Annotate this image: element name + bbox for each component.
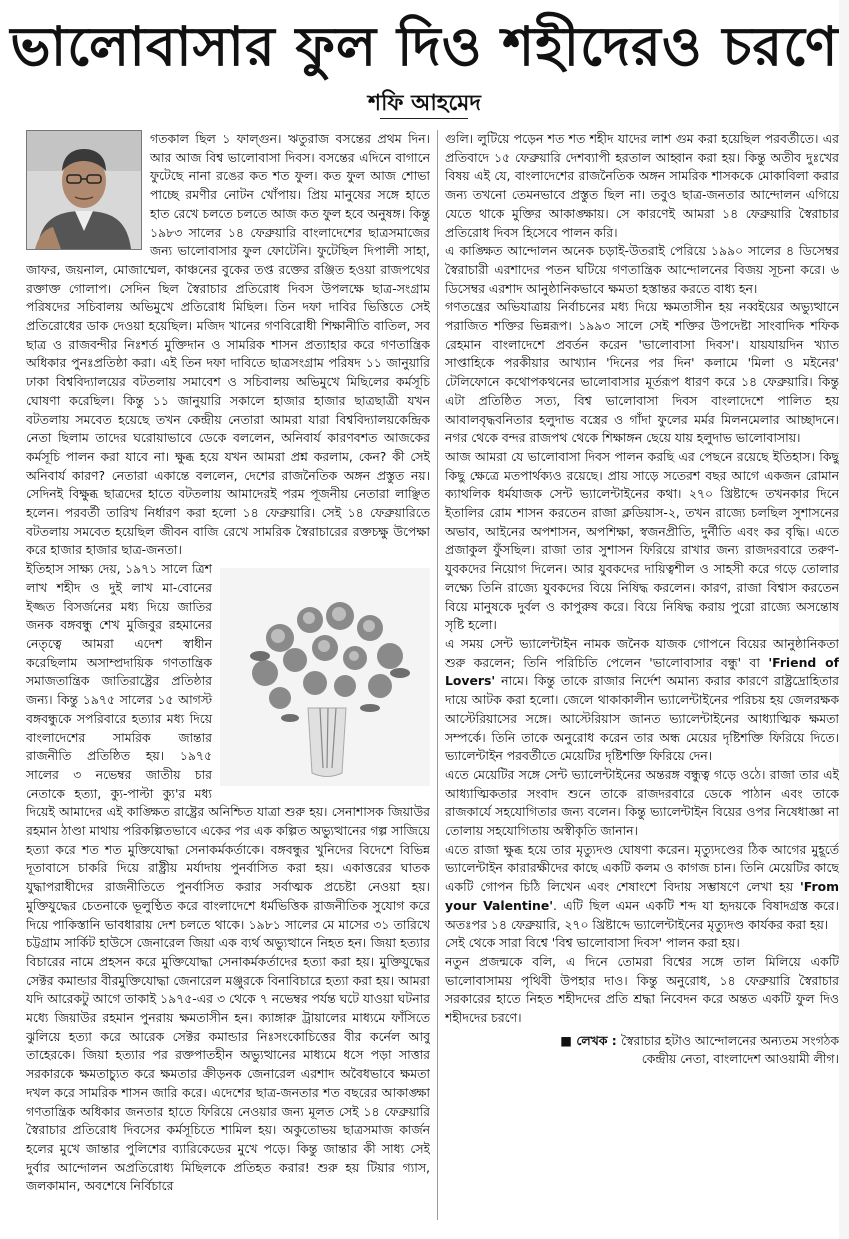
author-note-label: লেখক : bbox=[576, 1032, 617, 1048]
article-column-left bbox=[26, 130, 430, 1220]
author-note-line2: কেন্দ্রীয় নেতা, বাংলাদেশ আওয়ামী লীগ। bbox=[641, 1051, 839, 1067]
paragraph: গণতন্ত্রের অভিযাত্রায় নির্বাচনের মধ্য দিয়ে ক্ষমতাসীন হয় নব্বইয়ের অভ্যুত্থানে পরাজিত শক্তির ভিন্নরূপ। ১৯৯৩ সালে সেই শক্তির উপদেষ্টা সাংবাদিক শফিক রেহমান বাংলাদেশে প্রবর্তন করেন 'ভালোবাসা দিবস'। যায়যায়দিন খ্যাত সাপ্তাহিকে পরকীয়ার আখ্যান 'দিনের পর দিন' কলামে 'মিলা ও মইনের' টেলিফোনে কথোপকথনের ভালোবাসার মূর্তরূপ ধারণ করে ১৪ ফেব্রুয়ারি। কিন্তু এটা প্রতিষ্ঠিত সত্য, বিশ্ব ভালোবাসা দিবস বাংলাদেশে পালিত হয় আবালবৃদ্ধবনিতার হলুদাভ বস্ত্রের ও গাঁদা ফুলের মর্মর মিলনমেলার আচ্ছাদনে। নগর থেকে বন্দর রাজপথ থেকে শিক্ষাঙ্গন ছেয়ে যায় হলুদাভ ভালোবাসায়। bbox=[445, 299, 839, 446]
column-divider bbox=[437, 130, 438, 1220]
english-phrase: 'From your Valentine' bbox=[445, 879, 839, 913]
headline: ভালোবাসার ফুল দিও শহীদেরও চরণে bbox=[10, 15, 839, 78]
byline-rule bbox=[380, 118, 468, 119]
paragraph-text: নামে। কিন্তু তাকে রাজার নির্দেশ অমান্য করার কারণে রাষ্ট্রদ্রোহিতার দায়ে আটক করা হলো। জেলে থাকাকালীন ভ্যালেন্টাইনের পরিচয় হয় জেলরক্ষক আস্টেরিয়াসের সঙ্গে। আস্টেরিয়াস জানত ভ্যালেন্টাইনের আধ্যাত্মিক ক্ষমতা সম্পর্কে। তিনি তাকে অনুরোধ করেন তার অন্ধ মেয়ের দৃষ্টিশক্তি ফিরিয়ে দিতে। ভ্যালেন্টাইন পরবর্তীতে মেয়েটির দৃষ্টিশক্তি ফিরিয়ে দেন। bbox=[445, 673, 839, 764]
roses-vase-photo bbox=[220, 568, 430, 786]
author-note-line1: স্বৈরাচার হটাও আন্দোলনের অন্যতম সংগঠক bbox=[621, 1032, 839, 1048]
page-edge bbox=[839, 0, 849, 1239]
paragraph bbox=[445, 841, 839, 935]
author-photo bbox=[26, 130, 142, 250]
paragraph bbox=[26, 560, 430, 1196]
paragraph-text: এ সময় সেন্ট ভ্যালেন্টাইন নামক জনৈক যাজক গোপনে বিয়ের আনুষ্ঠানিকতা শুরু করলেন; তিনি পরিচিতি পেলেন 'ভালোবাসার বন্ধু' বা bbox=[445, 635, 839, 670]
paragraph: সেই থেকে সারা বিশ্বে 'বিশ্ব ভালোবাসা দিবস' পালন করা হয়। bbox=[445, 935, 740, 951]
paragraph: এতে মেয়েটির সঙ্গে সেন্ট ভ্যালেন্টাইনের অন্তরঙ্গ বন্ধুত্ব গড়ে ওঠে। রাজা তার এই আধ্যাত্মিকতার সংবাদ শুনে তাকে রাজদরবারে ডেকে পাঠান এবং তাকে রাজকার্যে সহযোগিতার জন্য বলেন। কিন্তু ভ্যালেন্টাইন বিয়ের ওপর নিষেধাজ্ঞা না তোলায় সহযোগিতায় অস্বীকৃতি জানান। bbox=[445, 766, 839, 839]
paragraph: নতুন প্রজন্মকে বলি, এ দিনে তোমরা বিশ্বের সঙ্গে তাল মিলিয়ে একটি ভালোবাসাময় পৃথিবী উপহার দাও। কিন্তু অনুরোধ, ১৪ ফেব্রুয়ারি স্বৈরাচার সরকারের হাতে নিহত শহীদদের প্রতি শ্রদ্ধা নিবেদন করে অন্তত একটি ফুল দিও শহীদদের চরণে। bbox=[445, 953, 839, 1026]
author-byline: শফি আহমেদ bbox=[368, 91, 481, 116]
paragraph: আজ আমরা যে ভালোবাসা দিবস পালন করছি এর পেছনে রয়েছে ইতিহাস। কিছু কিছু ক্ষেত্রে মতপার্থক্যও রয়েছে। প্রায় সাড়ে সতেরশ বছর আগে একজন রোমান ক্যাথলিক ধর্মযাজক সেন্ট ভ্যালেন্টাইনের কথা। ২৭০ খ্রিষ্টাব্দে তখনকার দিনে ইতালির রোম শাসন করতেন রাজা ক্লডিয়াস-২, তখন রাজ্যে চলছিল সুশাসনের অভাব, আইনের অপশাসন, অপশিক্ষা, স্বজনপ্রীতি, দুর্নীতি এবং কর বৃদ্ধি। এতে প্রজাকুল ফুঁসছিল। রাজা তার সুশাসন ফিরিয়ে রাখার জন্য রাজদরবারে তরুণ-যুবকদের নিয়োগ দিলেন। আর যুবকদের দায়িত্বশীল ও সাহসী করে গড়ে তোলার লক্ষ্যে তিনি রাজ্যে যুবকদের বিয়ে নিষিদ্ধ করলেন। কারণ, রাজা বিশ্বাস করতেন বিয়ে মানুষকে দুর্বল ও কাপুরুষ করে। বিয়ে নিষিদ্ধ করায় পুরো রাজ্যে অসন্তোষ সৃষ্টি হলো। bbox=[445, 448, 839, 633]
english-phrase: 'Friend of Lovers' bbox=[445, 654, 839, 689]
paragraph-text: ইতিহাস সাক্ষ্য দেয়, ১৯৭১ সালে ত্রিশ লাখ শহীদ ও দুই লাখ মা-বোনের ইজ্জত বিসর্জনের মধ্য দিয়ে জাতির জনক বঙ্গবন্ধু শেখ মুজিবুর রহমানের নেতৃত্বে আমরা এদেশ স্বাধীন করেছিলাম অসাম্প্রদায়িক গণতান্ত্রিক সমাজতান্ত্রিক জাতিরাষ্ট্রের প্রতিষ্ঠার জন্য। কিন্তু ১৯৭৫ সালের ১৫ আগস্ট বঙ্গবন্ধুকে সপরিবারে হত্যার মধ্য দিয়ে বাংলাদেশের সামরিক জান্তার রাজনীতি প্রতিষ্ঠিত হয়। ১৯৭৫ সালের ৩ নভেম্বর জাতীয় চার নেতাকে হত্যা, ক্যু-পাল্টা ক্যু'র মধ্য দিয়েই আমাদের এই কাঙ্ক্ষিত রাষ্ট্রের অনিশ্চিত যাত্রা শুরু হয়। সেনাশাসক জিয়াউর রহমান ঠাণ্ডা মাথায় পরিকল্পিতভাবে একের পর এক কল্পিত অভ্যুত্থানের গল্প সাজিয়ে হত্যা করে শত শত মুক্তিযোদ্ধা সেনাকর্মকর্তাকে। বঙ্গবন্ধুর খুনিদের বিদেশে বিভিন্ন দূতাবাসে চাকরি দিয়ে রাষ্ট্রীয় মর্যাদায় পুনর্বাসিত করা হয়। একাত্তরের ঘাতক যুদ্ধাপরাধীদের রাজনীতিতে পুনর্বাসিত করার সর্বাত্মক প্রচেষ্টা নেওয়া হয়। মুক্তিযুদ্ধের চেতনাকে ভূলুণ্ঠিত করে বাংলাদেশে ধর্মভিত্তিক রাজনীতিক সুযোগ করে দিয়ে পাকিস্তানি ভাবধারায় দেশ চলতে থাকে। ১৯৮১ সালের মে মাসের ৩১ তারিখে চট্টগ্রাম সার্কিট হাউসে জেনারেল জিয়া এক ব্যর্থ অভ্যুত্থানে নিহত হন। জিয়া হত্যার বিচারের নামে প্রহসন করে মুক্তিযোদ্ধা সেনাকর্মকর্তাদের হত্যা করা হয়। মুক্তিযুদ্ধের সেক্টর কমান্ডার বীরমুক্তিযোদ্ধা জেনারেল মঞ্জুরকে বিনাবিচারে হত্যা করা হয়। আমরা যদি আরেকটু আগে তাকাই ১৯৭৫-এর ৩ থেকে ৭ নভেম্বর পর্যন্ত ঘটে যাওয়া ঘটনার মধ্যে জিয়াউর রহমান পুনরায় ক্ষমতাসীন হন। ক্যাঙ্গারু ট্রায়ালের মাধ্যমে ফাঁসিতে ঝুলিয়ে হত্যা করে আরেক সেক্টর কমান্ডার নিঃসংকোচিত্তের বীর কর্নেল আবু তাহেরকে। জিয়া হত্যার পর রক্তপাতহীন অভ্যুত্থানের মাধ্যমে ধসে পড়া সাত্তার সরকারকে ক্ষমতাচ্যুত করে ক্ষমতার ক্রীড়নক জেনারেল এরশাদ অবৈধভাবে ক্ষমতা দখল করে সামরিক শাসন জারি করে। এদেশের ছাত্র-জনতার শত বছরের আকাঙ্ক্ষা গণতান্ত্রিক অধিকার জনতার হাতে ফিরিয়ে নেওয়ার জন্য মূলত সেই ১৪ ফেব্রুয়ারি স্বৈরাচার প্রতিরোধ দিবসের কর্মসূচিতে শামিল হয়। অকুতোভয় ছাত্রসমাজ কার্জন হলের মুখে জান্তার পুলিশের ব্যারিকেডের মুখে পড়ে। কিন্তু জান্তার কী সাধ্য সেই দুর্বার আন্দোলন অপ্রতিরোধ্য মিছিলকে প্রতিহত করার! শুরু হয় টিয়ার গ্যাস, জলকামান, অবশেষে নির্বিচারে bbox=[26, 561, 430, 1194]
paragraph: গুলি। লুটিয়ে পড়েন শত শত শহীদ যাদের লাশ গুম করা হয়েছিল পরবর্তীতে। এর প্রতিবাদে ১৫ ফেব্রুয়ারি দেশব্যাপী হরতাল আহ্বান করা হয়। কিন্তু অতীব দুঃখের বিষয় এই যে, বাংলাদেশের রাজনৈতিক অঙ্গন সামরিক শাসককে মোকাবিলা করার জন্য তখনো তেমনভাবে প্রস্তুত ছিল না। তবুও ছাত্র-জনতার আন্দোলন এগিয়ে যেতে থাকে মুক্তির আকাঙ্ক্ষায়। সে কারণেই আমরা ১৪ ফেব্রুয়ারি স্বৈরাচার প্রতিরোধ দিবস হিসেবে পালন করি। bbox=[445, 131, 839, 240]
paragraph-text: . এটি ছিল এমন একটি শব্দ যা হৃদয়কে বিষাদগ্রস্ত করে। অতঃপর ১৪ ফেব্রুয়ারি, ২৭০ খ্রিষ্টাব্দে ভ্যালেন্টাইনের মৃত্যুদণ্ড কার্যকর করা হয়। bbox=[445, 897, 839, 932]
author-note bbox=[445, 1032, 839, 1069]
square-bullet-icon: ■ bbox=[560, 1032, 572, 1048]
paragraph bbox=[445, 635, 839, 766]
paragraph: গতকাল ছিল ১ ফাল্গুন। ঋতুরাজ বসন্তের প্রথম দিন। আর আজ বিশ্ব ভালোবাসা দিবস। বসন্তের এদিনে বাগানে ফুটেছে নানা রঙের কত শত ফুল। কত ফুল আজ শোভা পাচ্ছে রমণীর নোটন খোঁপায়। প্রিয় মানুষের সঙ্গে হাতে হাত রেখে চলতে চলতে আজ কত ফুল হবে অনুষঙ্গ। কিন্তু ১৯৮৩ সালের ১৪ ফেব্রুয়ারি বাংলাদেশের ছাত্রসমাজের জন্য ভালোবাসার ফুল ফোটেনি। ফুটেছিল দিপালী সাহা, জাফর, জয়নাল, মোজাম্মেল, কাঞ্চনের বুকের তপ্ত রক্তের রঞ্জিত হওয়া রাজপথের রক্তাক্ত গোলাপ। সেদিন ছিল স্বৈরাচার প্রতিরোধ দিবস উপলক্ষে ছাত্র-সংগ্রাম পরিষদের সচিবালয় অভিমুখে প্রতিরোধ মিছিল। তিন দফা দাবির ভিত্তিতে সেই প্রতিরোধের ডাক দেওয়া হয়েছিল। মজিদ খানের গণবিরোধী শিক্ষানীতি বাতিল, সব ছাত্র ও রাজবন্দীর নিঃশর্ত মুক্তিদান ও সামরিক শাসন প্রত্যাহার করে গণতান্ত্রিক অধিকার পুনঃপ্রতিষ্ঠা করা। এই তিন দফা দাবিতে ছাত্রসংগ্রাম পরিষদ ১১ জানুয়ারি ঢাকা বিশ্ববিদ্যালয়ের বটতলায় সমাবেশ ও সচিবালয় অভিমুখে মিছিলের কর্মসূচি ঘোষণা করেছিল। কিন্তু ১১ জানুয়ারি সকালে হাজার হাজার ছাত্রছাত্রী যখন বটতলায় সমবেত হয়েছে তখন কেন্দ্রীয় নেতারা আমরা যারা বিশ্ববিদ্যালয়কেন্দ্রিক নেতা ছিলাম তাদের ঘরোয়াভাবে ডেকে বললেন, অনিবার্য কারণবশত আজকের কর্মসূচি পালন করা যাবে না। ক্ষুব্ধ হয়ে যখন আমরা প্রশ্ন করলাম, কেন? কী সেই অনিবার্য কারণ? নেতারা একান্তে বললেন, দেশের রাজনৈতিক অঙ্গন প্রস্তুত নয়। সেদিনই বিক্ষুব্ধ ছাত্রদের হাতে বটতলায় আমাদেরই পরম পূজনীয় নেতারা লাঞ্ছিত হলেন। পরবর্তী তারিখ নির্ধারণ করা হলো ১৪ ফেব্রুয়ারি। সেই ১৪ ফেব্রুয়ারিতে বটতলায় সমবেত হয়েছিল জীবন বাজি রেখে সামরিক স্বৈরাচারের রক্তচক্ষু উপেক্ষা করে হাজার হাজার ছাত্র-জনতা। bbox=[26, 131, 430, 558]
paragraph: এ কাঙ্ক্ষিত আন্দোলন অনেক চড়াই-উতরাই পেরিয়ে ১৯৯০ সালের ৪ ডিসেম্বর স্বৈরাচারী এরশাদের পতন ঘটিয়ে গণতান্ত্রিক আন্দোলনের বিজয় সূচনা করে। ৬ ডিসেম্বর এরশাদ আনুষ্ঠানিকভাবে ক্ষমতা হস্তান্তর করতে বাধ্য হন। bbox=[445, 243, 839, 296]
article-column-right bbox=[445, 130, 839, 1220]
paragraph-text: এতে রাজা ক্ষুব্ধ হয়ে তার মৃত্যুদণ্ড ঘোষণা করেন। মৃত্যুদণ্ডের ঠিক আগের মুহূর্তে ভ্যালেন্টাইন কারারক্ষীদের কাছে একটি কলম ও কাগজ চান। তিনি মেয়েটির কাছে একটি গোপন চিঠি লিখেন এবং শেষাংশে বিদায় সম্ভাষণে লেখা হয় bbox=[445, 841, 839, 895]
